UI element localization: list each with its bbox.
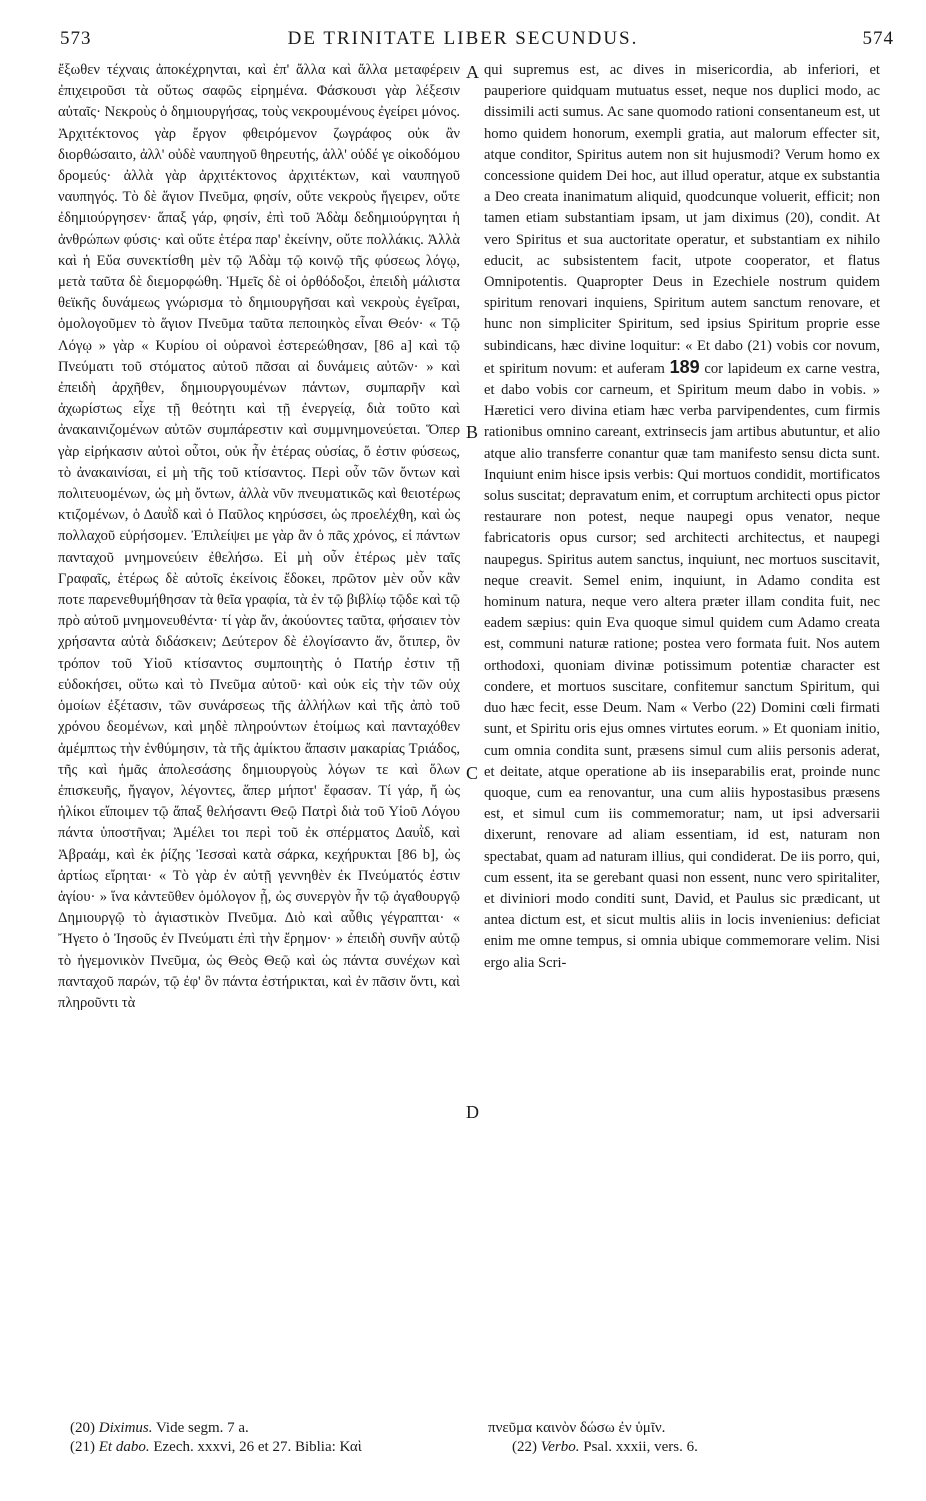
footnote-text: Vide segm. 7 a. [155, 1420, 249, 1436]
footnote-text: Ezech. xxxvi, 26 et 27. Biblia: Καὶ [153, 1439, 362, 1455]
latin-text [484, 60, 880, 974]
running-title: DE TRINITATE LIBER SECUNDUS. [287, 28, 639, 49]
footnote-21-continuation: πνεῦμα καινὸν δώσω ἐν ὑμῖν. [488, 1420, 666, 1436]
footnote-21 [70, 1437, 362, 1457]
footnote-number: (21) [70, 1439, 95, 1455]
latin-text-part-1: qui supremus est, ac dives in misericordia, ab inferiori, et pauperiore quidquam mutuatus esset, neque nos duplici modo, ac dissimili acti sumus. Ac sane quomodo rationi consentaneum est, ut homo quidem honorum, exempli gratia, aut malorum effecter sit, atque conditor, Spiritus autem non sit hujusmodi? Verum homo ex concessione quidem Dei hoc, aut illud operatur, atque ex substantia a Deo creata inanimatum aliquid, quodcunque voluerit, efficit; non tamen etiam substantiam ipsam, ut jam diximus (20), condit. At vero Spiritus et sua auctoritate operatur, et substantiam ex nihilo educit, ac subsistentem facit, utpote cooperator, et flatus Omnipotentis. Quapropter Deus in Ezechiele nostrum quidem spiritum renovari inquiens, Spiritum autem sanctum renovare, et hunc non simpliciter Spiritum, sed ipsius Spiritum proprie esse subindicans, hæc divine loquitur: « Et dabo (21) vobis cor novum, et spiritum novum: et auferam [484, 62, 880, 377]
margin-marker-d: D [466, 1102, 479, 1122]
footnote-number: (22) [512, 1439, 537, 1455]
margin-marker-b: B [466, 422, 479, 442]
page-number-right: 574 [862, 28, 894, 49]
footnote-lemma: Diximus. [98, 1420, 153, 1436]
column-number: 189 [669, 356, 700, 377]
footnote-22 [512, 1437, 698, 1457]
latin-text-part-2: cor lapideum ex carne vestra, et dabo vobis cor carneum, et Spiritum meum dabo in vobis. » Hæretici vero divina etiam hæc verba parvipendentes, cum firmis rationibus omnino careant, extrinsecis jam artibus abutuntur, et alio atque alio transferre conantur quæ tam manifesto sensu dicta sunt. Inquiunt enim hisce ipsis verbis: Qui mortuos condidit, mortificatos solus suscitat; depravatum enim, et corruptum architecti opus pictor restaurare non potest, neque naupegi opus venator, neque fabricatoris opus cursor; sed architecti architectus, et naupegi naupegus. Spiritus autem sanctus, inquiunt, nec mortuos suscitavit, neque creavit. Semel enim, inquiunt, in Adamo condita est hominum natura, neque vero altera præter illam condita fuit, nec eadem sæpius: quin Eva quoque simul quidem cum Adamo creata est, communi naturæ ratione; postea vero formata fuit. Nos autem orthodoxi, quoniam divinæ potissimum potentiæ character est condere, et mortuos suscitare, confitemur sanctum Spiritum, qui duo hæc fecit, esse Deum. Nam « Verbo (22) Domini cœli firmati sunt, et Spiritu oris ejus omnes virtutes eorum. » Et quoniam initio, cum omnia condita sunt, præsens simul cum aliis personis aderat, et deitate, atque operatione ab iis inseparabilis erat, proinde nunc quoque, cum ea renovantur, una cum aliis hypostasibus præsens est, et simul cum iis commemoratur; nam, ut ipsi adversarii dixerunt, renovare ad aliam essentiam, id est, naturam non spectabat, quam ad naturam illius, qui condiderat. De iis porro, qui, cum essent, ita se gerebant quasi non essent, nunc vero spiritaliter, et diviniori modo conditi sunt, David, et Paulus sic prædicant, ut antea dictum est, et sicut multis aliis in locis invenienius: deficiat enim me omne tempus, si omnia ubique commemorare velim. Nisi ergo alia Scri- [484, 360, 881, 971]
footnote-lemma: Verbo. [540, 1439, 580, 1455]
footnote-20 [70, 1418, 249, 1438]
greek-column [58, 60, 460, 1014]
greek-text: ἔξωθεν τέχναις ἀποκέχρηνται, καὶ ἐπ' ἄλλα καὶ ἄλλα μεταφέρειν ἐπιχειροῦσι τὰ οὕτως σαφῶς εἰρημένα. Φάσκουσι γὰρ λέξεσιν αὐταῖς· Νεκροὺς ὁ δημιουργήσας, τοὺς νεκρουμένους ἐγείρει μόνος. Ἀρχιτέκτονος γὰρ ἔργον φθειρόμενον ζωγράφος οὐκ ἂν διορθώσαιτο, ἀλλ' οὐδὲ ναυπηγοῦ θηρευτής, ἀλλ' οὐδέ γε οἰκοδόμου δρομεύς· ἀλλὰ γὰρ ἀρχιτέκτονος ἀρχιτέκτων, καὶ ναυπηγοῦ ναυπηγός. Τὸ δὲ ἅγιον Πνεῦμα, φησίν, οὔτε νεκροὺς ἤγειρεν, οὔτε ἐδημιούργησεν· ἅπαξ γάρ, φησίν, ἐπὶ τοῦ Ἀδὰμ δεδημιούργηται ἡ ἀνθρώπων φύσις· καὶ οὔτε ἑτέρα παρ' ἐκείνην, οὔτε πολλάκις. Ἀλλὰ καὶ ἡ Εὔα συνεκτίσθη μὲν τῷ Ἀδὰμ τῷ κοινῷ τῆς φύσεως λόγῳ, μετὰ ταῦτα δὲ διεμορφώθη. Ἡμεῖς δὲ οἱ ὀρθόδοξοι, ἐπειδὴ μάλιστα θεϊκῆς δυνάμεως γνώρισμα τὸ δημιουργῆσαι καὶ νεκροὺς ἐγεῖραι, ὁμολογοῦμεν τὸ ἅγιον Πνεῦμα ταῦτα πεποιηκὸς εἶναι Θεόν· « Τῷ Λόγῳ » γὰρ « Κυρίου οἱ οὐρανοὶ ἐστερεώθησαν, [86 a] καὶ τῷ Πνεύματι τοῦ στόματος αὐτοῦ πᾶσαι αἱ δυνάμεις αὐτῶν· » καὶ ἐπειδὴ ἀρχῆθεν, δημιουργουμένων πάντων, συμπαρῆν καὶ ἀχωρίστως εἶχε τῇ θεότητι καὶ τῇ ἐνεργείᾳ, διὰ τοῦτο καὶ ἀνακαινιζομένων αὐτῶν συμπάρεστιν καὶ συμμνημονεύεται. Ὅπερ γὰρ εἰρήκασιν αὐτοὶ οὗτοι, οὐκ ἦν ἑτέρας οὐσίας, ὅ ἐστιν φύσεως, τὸ ἀνακαινίσαι, εἰ μὴ τῆς τοῦ κτίσαντος. Περὶ οὖν τῶν ὄντων καὶ πολιτευομένων, ὡς μὴ ὄντων, ἀλλὰ νῦν πνευματικῶς καὶ θειοτέρως κτιζομένων, ὁ Δαυῒδ καὶ ὁ Παῦλος κηρύσσει, ὡς προελέχθη, καὶ ὡς πολλαχοῦ εὑρήσομεν. Ἐπιλείψει με γὰρ ἂν ὁ πᾶς χρόνος, εἰ πάντων πανταχοῦ μνημονεύειν ἐθελήσω. Εἰ μὴ οὖν ἑτέρως μὲν ταῖς Γραφαῖς, ἑτέρως δὲ αὐτοῖς ἐκείνοις ἔδοκει, πρῶτον μὲν οὖν κἂν ποτε παρενεθυμήθησαν τὰ θεῖα γραφία, τὰ ἐν τῷ βιβλίῳ τῷδε καὶ τῷ πρὸ αὐτοῦ μνημονευθέντα· τί γὰρ ἄν, ἀκούοντες ταῦτα, φήσαιεν τὸν χρήσαντα αὐτὰ διδάσκειν; Δεύτερον δὲ ἐλογίσαντο ἄν, ὅτιπερ, ὃν τρόπον τοῦ Υἱοῦ κτίσαντος συμποιητὴς ὁ Πατήρ ἐστιν τῇ εὐδοκήσει, οὕτω καὶ τὸ Πνεῦμα αὐτοῦ· καὶ οὐκ εἰς τὴν τῶν οὐχ ὁμοίων ἐξέτασιν, τῶν συνάρσεως τῆς ἀλλήλων καὶ τῆς ἀπὸ τοῦ χρόνου δεομένων, καὶ μηδὲ πληρούντων ἑτοίμως καὶ πανταχόθεν ἀμέμπτως τὴν ἐνθύμησιν, τὰ τῆς ἀμίκτου ἅπασιν μακαρίας Τριάδος, τῆς καὶ ἡμᾶς ἀπολεσάσης δημιουργοὺς λόγων τε καὶ ὅλων ἐπισκευῆς, ἤγαγον, λέγοντες, ἅπερ μήποτ' ἔφασαν. Τί γάρ, ἤ ὡς ἡλίκοι εἴποιμεν τῷ ἅπαξ θελήσαντι Θεῷ Πατρὶ διὰ τοῦ Υἱοῦ Λόγου πάντα ὑποστῆναι; Ἀμέλει τοι περὶ τοῦ ἐκ σπέρματος Δαυῒδ, καὶ Ἀβραάμ, καὶ ἐκ ῥίζης Ἰεσσαὶ κατὰ σάρκα, κεχήρυκται [86 b], ὡς ἀρτίως εἴρηται· « Τὸ γὰρ ἐν αὐτῇ γεννηθὲν ἐκ Πνεύματός ἐστιν ἁγίου· » ἵνα κἀντεῦθεν ὁμόλογον ᾖ, ὡς συνεργὸν ἦν τῷ ἀγαθουργῷ Δημιουργῷ τὸ ἁγιαστικὸν Πνεῦμα. Διὸ καὶ αὖθις γέγραπται· « Ἤγετο ὁ Ἰησοῦς ἐν Πνεύματι ἐπὶ τὴν ἔρημον· » ἐπειδὴ συνῆν αὐτῷ τὸ ἡγεμονικὸν Πνεῦμα, ὡς Θεὸς Θεῷ καὶ ὡς πάντα συνέχων καὶ πανταχοῦ παρών, τῷ ἐφ' ὃν πάντα ἐστήρικται, καὶ ἐν πᾶσιν ὄντι, καὶ πληροῦντι τὰ [58, 62, 460, 1011]
running-header [0, 28, 926, 54]
footnote-lemma: Et dabo. [98, 1439, 150, 1455]
margin-marker-a: A [466, 62, 479, 82]
margin-marker-c: C [466, 763, 479, 783]
footnote-number: (20) [70, 1420, 95, 1436]
latin-column [484, 60, 880, 974]
page-number-left: 573 [60, 28, 92, 49]
footnote-text: Psal. xxxii, vers. 6. [583, 1439, 698, 1455]
